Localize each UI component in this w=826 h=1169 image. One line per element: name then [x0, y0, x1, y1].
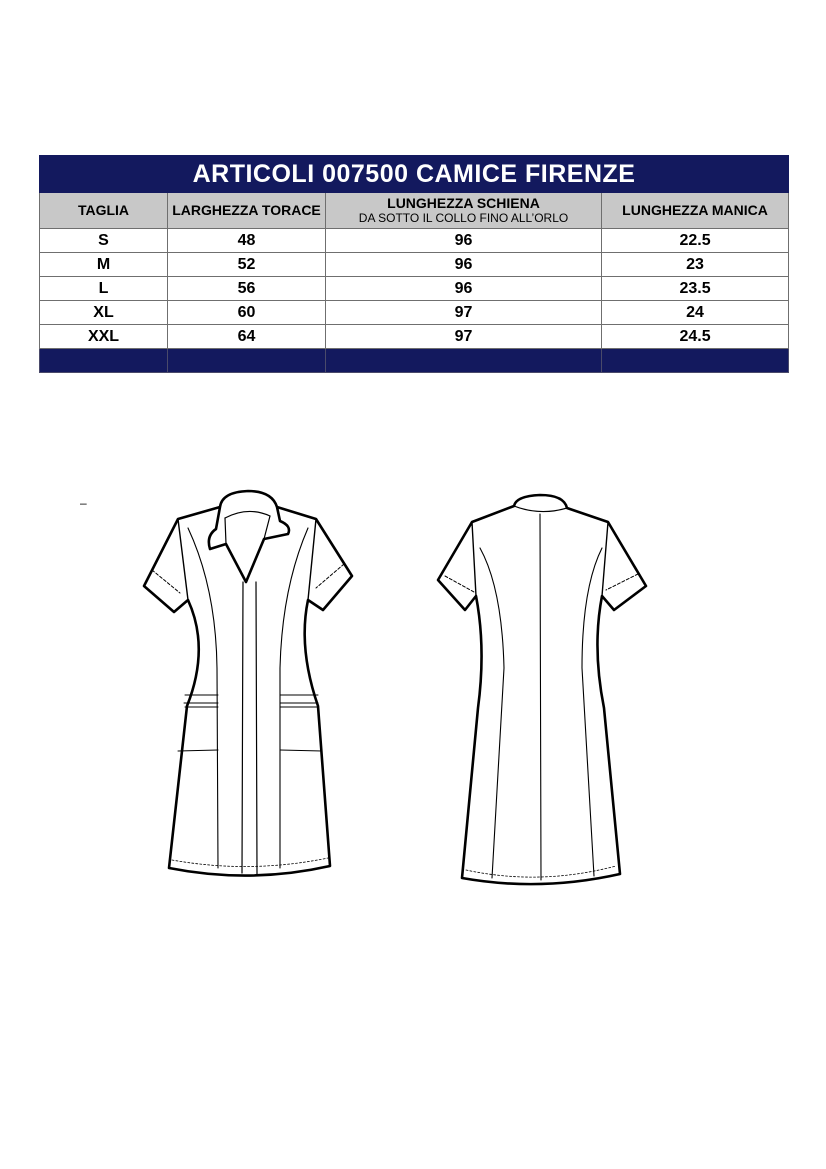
cell-sleeve: 23.5	[602, 277, 789, 301]
cell-back: 96	[326, 229, 602, 253]
cell-chest: 60	[168, 301, 326, 325]
table-footer-row	[40, 349, 789, 373]
coat-illustrations	[130, 488, 660, 893]
cell-back: 96	[326, 253, 602, 277]
cell-sleeve: 24.5	[602, 325, 789, 349]
footer-cell	[602, 349, 789, 373]
header-chest: LARGHEZZA TORACE	[168, 193, 326, 229]
header-back	[326, 193, 602, 229]
table-row	[40, 301, 789, 325]
table-header-row	[40, 193, 789, 229]
cell-sleeve: 23	[602, 253, 789, 277]
size-table	[39, 155, 789, 373]
header-back-sub: DA SOTTO IL COLLO FINO ALL’ORLO	[358, 210, 569, 225]
cell-back: 96	[326, 277, 602, 301]
cell-chest: 64	[168, 325, 326, 349]
cell-size: XXL	[40, 325, 168, 349]
cell-sleeve: 24	[602, 301, 789, 325]
coat-front-drawing	[144, 491, 352, 876]
cell-size: S	[40, 229, 168, 253]
table-title-row	[40, 156, 789, 193]
dash-mark: –	[80, 496, 87, 510]
cell-size: L	[40, 277, 168, 301]
footer-cell	[168, 349, 326, 373]
table-row	[40, 229, 789, 253]
cell-chest: 52	[168, 253, 326, 277]
cell-chest: 56	[168, 277, 326, 301]
cell-back: 97	[326, 301, 602, 325]
header-sleeve: LUNGHEZZA MANICA	[602, 193, 789, 229]
header-size: TAGLIA	[40, 193, 168, 229]
cell-sleeve: 22.5	[602, 229, 789, 253]
table-row	[40, 253, 789, 277]
cell-size: M	[40, 253, 168, 277]
cell-chest: 48	[168, 229, 326, 253]
footer-cell	[326, 349, 602, 373]
table-title: ARTICOLI 007500 CAMICE FIRENZE	[40, 156, 789, 193]
table-row	[40, 277, 789, 301]
cell-back: 97	[326, 325, 602, 349]
table-row	[40, 325, 789, 349]
cell-size: XL	[40, 301, 168, 325]
footer-cell	[40, 349, 168, 373]
coat-back-drawing	[438, 495, 646, 884]
header-back-label: LUNGHEZZA SCHIENA	[387, 194, 540, 211]
